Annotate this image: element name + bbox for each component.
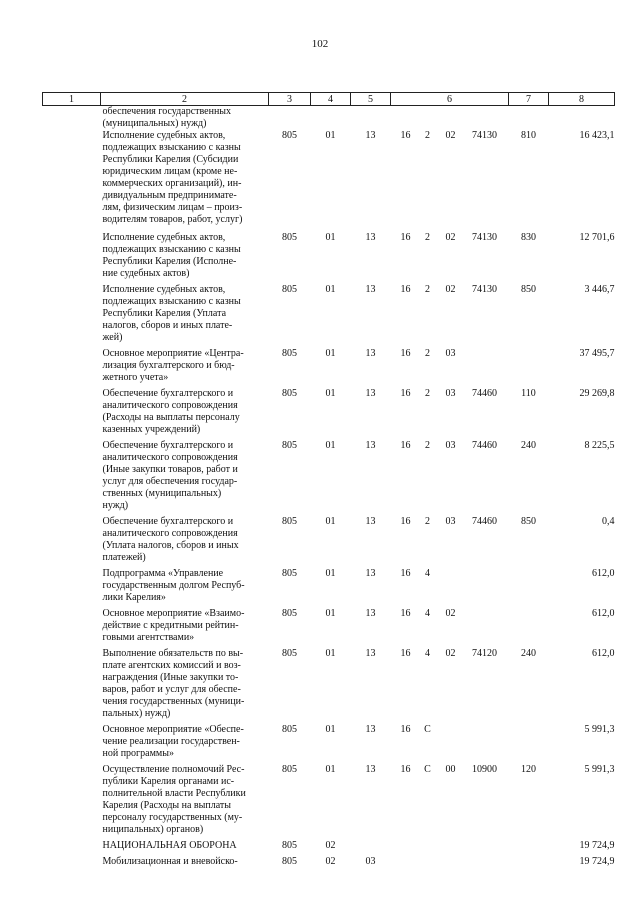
header-cell: 8 (549, 93, 615, 106)
program-code: 16 (400, 130, 411, 141)
amount: 19 724,9 (579, 856, 615, 867)
item-name: Основное мероприятие «Взаимо- действие с кредитными рейтин- говыми агентствами» (102, 608, 245, 643)
code-section: 01 (325, 764, 336, 775)
code-target-article (391, 516, 509, 568)
direction-code: 74460 (472, 516, 497, 527)
activity-code: 02 (445, 648, 456, 659)
code-section: 02 (325, 840, 336, 851)
subprogram-code: 4 (425, 568, 430, 579)
code-section: 01 (325, 568, 336, 579)
col1-cell (43, 348, 101, 388)
col1-cell (43, 764, 101, 840)
subprogram-code: 2 (425, 516, 430, 527)
activity-code (443, 568, 459, 580)
amount: 5 991,3 (584, 724, 615, 735)
code-subsection: 13 (365, 388, 376, 399)
table-row (43, 130, 615, 232)
expense-type (509, 856, 549, 868)
code-ministry: 805 (282, 856, 297, 867)
code-section: 02 (325, 856, 336, 867)
code-target-article (391, 440, 509, 516)
program-code: 16 (400, 648, 411, 659)
col1-cell (43, 130, 101, 232)
item-name: Выполнение обязательств по вы- плате агентских комиссий и воз- награждения (Иные закупки то- варов, работ и услуг для обеспе- чения государственных (муници- пальных) нужд) (102, 648, 245, 719)
expense-type: 810 (521, 130, 536, 141)
direction-code: 74130 (472, 232, 497, 243)
code-subsection (351, 106, 391, 131)
col1-cell (43, 724, 101, 764)
code-section: 01 (325, 724, 336, 735)
code-target-article (391, 348, 509, 388)
code-target-article (391, 130, 509, 232)
code-target-article (391, 284, 509, 348)
item-name: Обеспечение бухгалтерского и аналитического сопровождения (Уплата налогов, сборов и иных платежей) (102, 516, 239, 563)
subprogram-code: 4 (425, 608, 430, 619)
code-target-article (391, 106, 509, 131)
program-code: 16 (400, 388, 411, 399)
code-ministry: 805 (282, 440, 297, 451)
code-section: 01 (325, 284, 336, 295)
expense-type (509, 608, 549, 648)
program-code: 16 (400, 608, 411, 619)
code-subsection: 13 (365, 440, 376, 451)
table-row (43, 648, 615, 724)
item-name: Мобилизационная и вневойско- (102, 856, 238, 867)
table-row (43, 106, 615, 131)
expense-type (509, 568, 549, 608)
header-cell: 4 (311, 93, 351, 106)
program-code: 16 (400, 724, 411, 735)
activity-code: 02 (445, 608, 456, 619)
code-section: 01 (325, 232, 336, 243)
code-target-article (391, 568, 509, 608)
col1-cell (43, 516, 101, 568)
item-name: Исполнение судебных актов, подлежащих взысканию с казны Республики Карелия (Субсидии юридическим лицам (кроме не- коммерческих организаций), ин- дивидуальным предпринимате- лям, физическим лицам – произ- водителям товаров, работ, услуг) (102, 130, 243, 225)
col1-cell (43, 568, 101, 608)
subprogram-code: 2 (425, 130, 430, 141)
col1-cell (43, 106, 101, 131)
header-cell: 5 (351, 93, 391, 106)
item-name: Исполнение судебных актов, подлежащих взысканию с казны Республики Карелия (Уплата налогов, сборов и иных плате- жей) (102, 284, 241, 343)
amount: 12 701,6 (579, 232, 615, 243)
expense-type: 110 (521, 388, 536, 399)
col1-cell (43, 284, 101, 348)
code-section: 01 (325, 348, 336, 359)
code-subsection: 13 (365, 764, 376, 775)
code-section: 01 (325, 440, 336, 451)
item-name: Осуществление полномочий Рес- публики Карелия органами ис- полнительной власти Республики Карелия (Расходы на выплаты персоналу государственных (му- ниципальных) органов) (102, 764, 246, 835)
code-ministry: 805 (282, 232, 297, 243)
code-subsection: 13 (365, 516, 376, 527)
code-ministry: 805 (282, 516, 297, 527)
code-ministry: 805 (282, 348, 297, 359)
program-code: 16 (400, 440, 411, 451)
direction-code (467, 608, 503, 620)
expense-type: 240 (521, 440, 536, 451)
code-ministry: 805 (282, 608, 297, 619)
subprogram-code: 2 (425, 388, 430, 399)
code-ministry: 805 (282, 648, 297, 659)
table-row (43, 516, 615, 568)
table-row (43, 764, 615, 840)
table-row (43, 724, 615, 764)
subprogram-code: 2 (425, 440, 430, 451)
code-target-article (391, 840, 509, 856)
code-target-article (391, 764, 509, 840)
direction-code: 74130 (472, 130, 497, 141)
activity-code: 02 (445, 284, 456, 295)
subprogram-code: 2 (425, 232, 430, 243)
code-section: 01 (325, 648, 336, 659)
activity-code: 03 (445, 348, 456, 359)
direction-code: 74460 (472, 440, 497, 451)
amount: 29 269,8 (579, 388, 615, 399)
expense-type: 850 (521, 516, 536, 527)
col1-cell (43, 856, 101, 868)
program-code: 16 (400, 232, 411, 243)
code-subsection: 13 (365, 348, 376, 359)
direction-code (467, 568, 503, 580)
item-name: НАЦИОНАЛЬНАЯ ОБОРОНА (102, 840, 237, 851)
direction-code: 74130 (472, 284, 497, 295)
expense-type: 240 (521, 648, 536, 659)
direction-code (467, 724, 503, 736)
table-row (43, 348, 615, 388)
expense-type (509, 724, 549, 764)
code-ministry: 805 (282, 764, 297, 775)
col1-cell (43, 440, 101, 516)
amount: 612,0 (592, 648, 615, 659)
item-name: обеспечения государственных (муниципальных) нужд) (102, 106, 232, 129)
budget-table (42, 92, 615, 868)
subprogram-code: 4 (425, 648, 430, 659)
table-row (43, 856, 615, 868)
table-row (43, 608, 615, 648)
code-ministry: 805 (282, 284, 297, 295)
item-name: Основное мероприятие «Центра- лизация бухгалтерского и бюд- жетного учета» (102, 348, 244, 383)
direction-code: 10900 (472, 764, 497, 775)
header-cell: 3 (269, 93, 311, 106)
code-section: 01 (325, 388, 336, 399)
subprogram-code: 2 (425, 284, 430, 295)
code-section: 01 (325, 608, 336, 619)
code-target-article (391, 856, 509, 868)
page-number: 102 (311, 38, 329, 50)
col1-cell (43, 648, 101, 724)
expense-type (509, 106, 549, 131)
code-ministry: 805 (282, 840, 297, 851)
item-name: Обеспечение бухгалтерского и аналитического сопровождения (Расходы на выплаты персоналу казенных учреждений) (102, 388, 240, 435)
code-section: 01 (325, 516, 336, 527)
amount: 5 991,3 (584, 764, 615, 775)
item-name: Обеспечение бухгалтерского и аналитического сопровождения (Иные закупки товаров, работ и услуг для обеспечения государ- ственных (муниципальных) нужд) (102, 440, 238, 511)
activity-code: 03 (445, 440, 456, 451)
col1-cell (43, 388, 101, 440)
code-ministry: 805 (282, 130, 297, 141)
amount: 8 225,5 (584, 440, 615, 451)
code-target-article (391, 608, 509, 648)
program-code: 16 (400, 516, 411, 527)
code-subsection: 13 (365, 608, 376, 619)
code-target-article (391, 388, 509, 440)
table-row (43, 840, 615, 856)
code-section (311, 106, 351, 131)
expense-type (509, 348, 549, 388)
code-subsection (351, 840, 391, 856)
header-cell: 1 (43, 93, 101, 106)
code-target-article (391, 232, 509, 284)
code-ministry (269, 106, 311, 131)
subprogram-code: 2 (425, 348, 430, 359)
code-section: 01 (325, 130, 336, 141)
code-subsection: 13 (365, 130, 376, 141)
code-subsection: 13 (365, 284, 376, 295)
activity-code (443, 724, 459, 736)
amount: 0,4 (602, 516, 615, 527)
amount: 16 423,1 (579, 130, 615, 141)
expense-type: 850 (521, 284, 536, 295)
table-row (43, 388, 615, 440)
header-cell: 6 (391, 93, 509, 106)
subprogram-code: С (424, 724, 431, 735)
header-cell: 2 (101, 93, 269, 106)
subprogram-code: С (424, 764, 431, 775)
item-name: Основное мероприятие «Обеспе- чение реализации государствен- ной программы» (102, 724, 244, 759)
direction-code (467, 348, 503, 360)
program-code: 16 (400, 348, 411, 359)
expense-type: 830 (521, 232, 536, 243)
amount: 19 724,9 (579, 840, 615, 851)
activity-code: 02 (445, 130, 456, 141)
program-code: 16 (400, 568, 411, 579)
item-name: Исполнение судебных актов, подлежащих взысканию с казны Республики Карелия (Исполне- ние судебных актов) (102, 232, 241, 279)
col1-cell (43, 232, 101, 284)
code-target-article (391, 724, 509, 764)
header-row (43, 93, 615, 106)
code-subsection: 13 (365, 724, 376, 735)
direction-code: 74460 (472, 388, 497, 399)
code-subsection: 03 (365, 856, 376, 867)
amount: 612,0 (592, 568, 615, 579)
amount: 612,0 (592, 608, 615, 619)
code-subsection: 13 (365, 648, 376, 659)
item-name: Подпрограмма «Управление государственным долгом Респуб- лики Карелия» (102, 568, 245, 603)
expense-type (509, 840, 549, 856)
direction-code: 74120 (472, 648, 497, 659)
activity-code: 03 (445, 388, 456, 399)
activity-code: 03 (445, 516, 456, 527)
program-code: 16 (400, 764, 411, 775)
activity-code: 00 (445, 764, 456, 775)
col1-cell (43, 608, 101, 648)
amount: 3 446,7 (584, 284, 615, 295)
header-cell: 7 (509, 93, 549, 106)
program-code: 16 (400, 284, 411, 295)
table-row (43, 232, 615, 284)
code-subsection: 13 (365, 232, 376, 243)
amount (549, 106, 615, 131)
code-target-article (391, 648, 509, 724)
code-ministry: 805 (282, 388, 297, 399)
code-ministry: 805 (282, 724, 297, 735)
code-ministry: 805 (282, 568, 297, 579)
amount: 37 495,7 (579, 348, 615, 359)
table-row (43, 284, 615, 348)
table-row (43, 568, 615, 608)
col1-cell (43, 840, 101, 856)
code-subsection: 13 (365, 568, 376, 579)
expense-type: 120 (521, 764, 536, 775)
activity-code: 02 (445, 232, 456, 243)
table-row (43, 440, 615, 516)
